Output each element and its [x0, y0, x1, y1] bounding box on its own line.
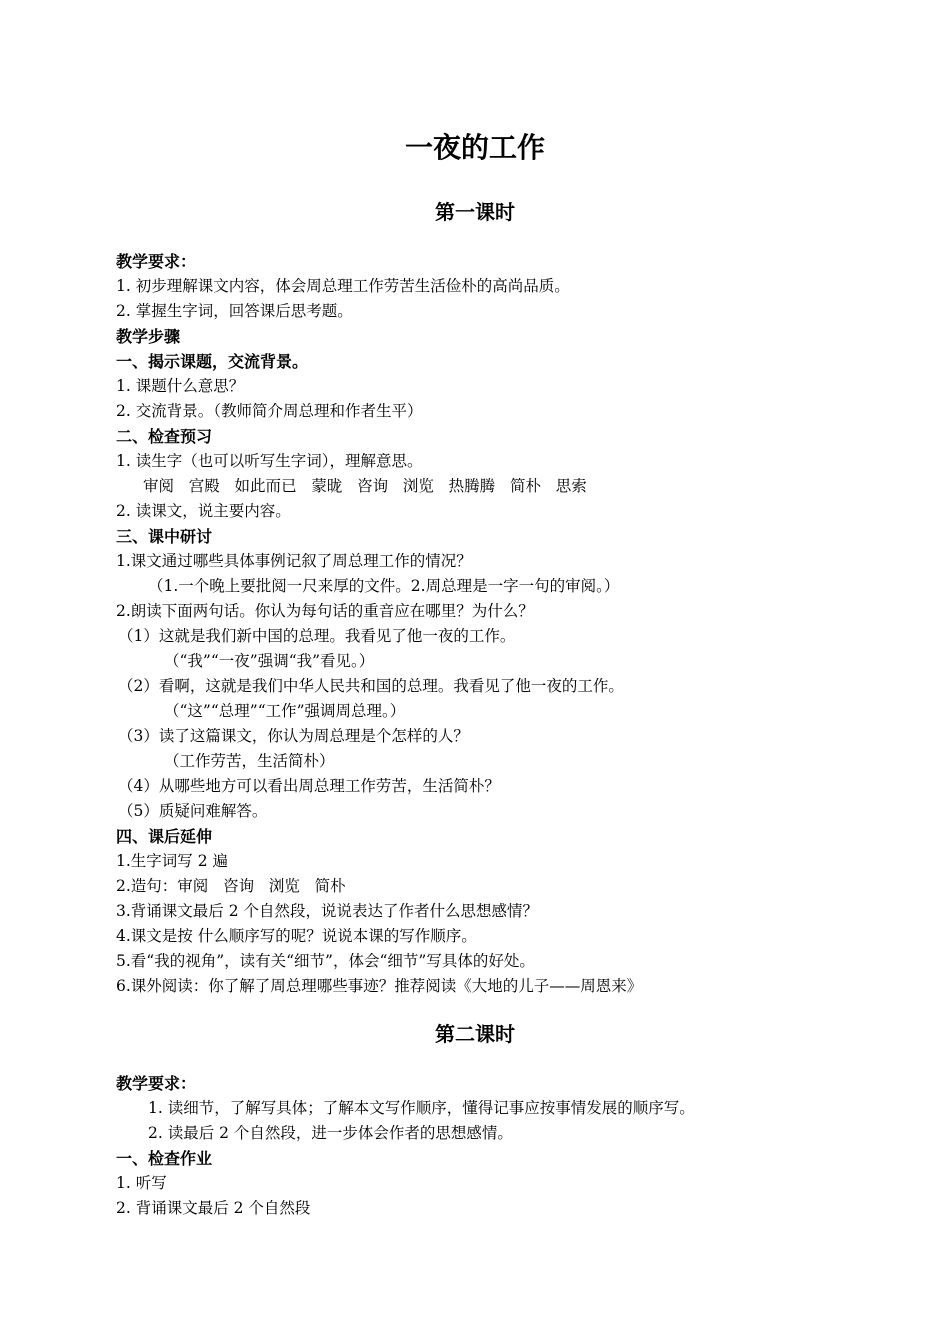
text-line: 5.看“我的视角”，读有关“细节”，体会“细节”写具体的好处。: [116, 952, 535, 970]
section-heading: 四、课后延伸: [116, 827, 213, 846]
text-line: （4）从哪些地方可以看出周总理工作劳苦，生活简朴？: [118, 777, 500, 795]
text-line: 2. 读课文，说主要内容。: [116, 502, 291, 520]
text-line: 1. 初步理解课文内容，体会周总理工作劳苦生活俭朴的高尚品质。: [116, 277, 570, 295]
text-line: （3）读了这篇课文，你认为周总理是个怎样的人？: [118, 727, 469, 745]
text-line: 2.造句：审阅 咨询 浏览 简朴: [116, 877, 346, 895]
text-line: （1）这就是我们新中国的总理。我看见了他一夜的工作。: [118, 627, 516, 645]
section-heading: 二、检查预习: [116, 427, 213, 446]
section-heading: 教学要求：: [116, 1074, 197, 1093]
document-title: 一夜的工作: [404, 131, 545, 164]
section-heading: 一、揭示课题，交流背景。: [116, 352, 309, 371]
lesson1-content: [116, 249, 916, 999]
text-line: （2）看啊，这就是我们中华人民共和国的总理。我看见了他一夜的工作。: [118, 677, 624, 695]
text-line: 2. 掌握生字词，回答课后思考题。: [116, 302, 353, 320]
text-line: 6.课外阅读：你了解了周总理哪些事迹？推荐阅读《大地的儿子——周恩来》: [116, 977, 643, 995]
section-heading: 教学要求：: [116, 252, 197, 271]
text-line: 2. 背诵课文最后 2 个自然段: [116, 1199, 311, 1217]
lesson1-heading: 第一课时: [435, 200, 515, 224]
section-heading: 一、检查作业: [116, 1149, 213, 1168]
text-line: 1. 课题什么意思？: [116, 377, 245, 395]
text-line: 1. 读生字（也可以听写生字词），理解意思。: [116, 452, 423, 470]
section-heading: 三、课中研讨: [116, 527, 213, 546]
lesson2-content: [116, 1071, 916, 1221]
text-line: 2.朗读下面两句话。你认为每句话的重音应在哪里？为什么？: [116, 602, 534, 620]
text-line: 3.背诵课文最后 2 个自然段，说说表达了作者什么思想感情？: [116, 902, 539, 920]
text-line: 1.生字词写 2 遍: [116, 852, 229, 870]
text-line: （工作劳苦，生活简朴）: [164, 752, 335, 770]
text-line: 2. 交流背景。（教师简介周总理和作者生平）: [116, 402, 423, 420]
lesson2-heading: 第二课时: [435, 1022, 515, 1046]
text-line: 2. 读最后 2 个自然段，进一步体会作者的思想感情。: [148, 1124, 513, 1142]
text-line: 4.课文是按 什么顺序写的呢？说说本课的写作顺序。: [116, 927, 477, 945]
text-line: 1. 读细节，了解写具体；了解本文写作顺序，懂得记事应按事情发展的顺序写。: [148, 1099, 695, 1117]
text-line: （1.一个晚上要批阅一尺来厚的文件。2.周总理是一字一句的审阅。）: [148, 577, 620, 595]
text-line: 1.课文通过哪些具体事例记叙了周总理工作的情况？: [116, 552, 472, 570]
section-heading: 教学步骤: [116, 327, 181, 346]
text-line: （5）质疑问难解答。: [118, 802, 268, 820]
text-line: 审阅 宫殿 如此而已 蒙昽 咨询 浏览 热腾腾 简朴 思索: [143, 477, 587, 495]
text-line: 1. 听写: [116, 1174, 167, 1192]
text-line: （“这”“总理”“工作”强调周总理。）: [164, 702, 406, 720]
text-line: （“我”“一夜”强调“我”看见。）: [164, 652, 375, 670]
